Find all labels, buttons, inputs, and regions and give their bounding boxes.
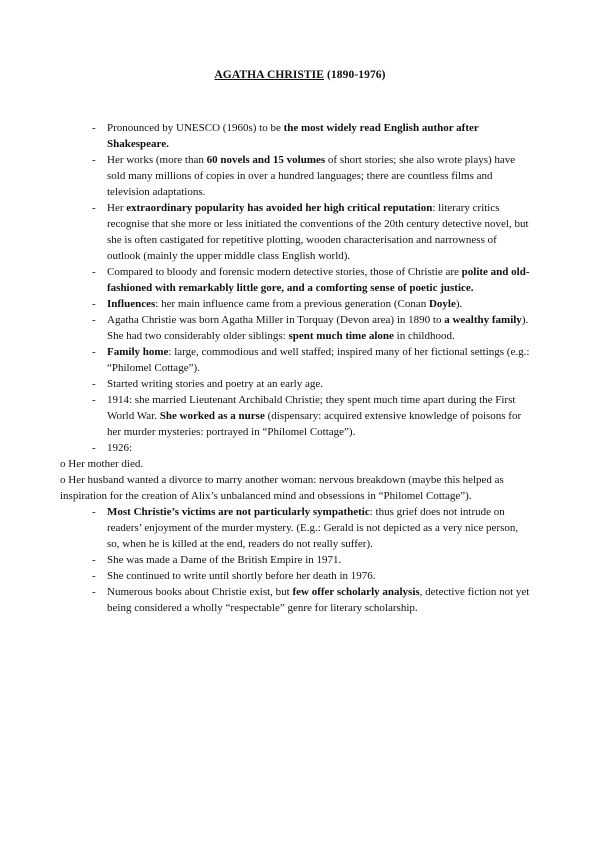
list-item xyxy=(0,152,600,200)
bullet-dash: - xyxy=(92,314,96,326)
bullet-dash: - xyxy=(92,266,96,278)
item-bold: spent much time alone xyxy=(288,330,394,342)
item-bold: Doyle xyxy=(428,298,456,310)
list-item xyxy=(0,392,600,440)
list-item xyxy=(0,552,600,568)
sub-item: o Her husband wanted a divorce to marry another woman: nervous breakdown (maybe this helped as inspiration for the creation of Alix’s unbalanced mind and obsessions in “Philomel Cottage”). xyxy=(60,474,504,502)
item-bold: few offer scholarly analysis xyxy=(292,586,420,598)
list-item xyxy=(0,264,600,296)
bullet-dash: - xyxy=(92,298,96,310)
list-item xyxy=(0,296,600,312)
list-item xyxy=(0,344,600,376)
item-text: Her xyxy=(107,202,127,214)
item-bold: extraordinary popularity has avoided her high critical reputation xyxy=(126,202,433,214)
bullet-dash: - xyxy=(92,554,96,566)
item-text: 1926: xyxy=(107,442,133,454)
item-text: : large, commodious and well staffed; inspired many of her fictional settings (e.g.: “Philomel Cottage”). xyxy=(107,346,530,374)
item-bold: Most Christie’s victims are not particularly sympathetic xyxy=(107,506,370,518)
item-text: (dispensary: acquired extensive knowledge of poisons for her murder mysteries: portrayed in “Philomel Cottage”). xyxy=(107,410,522,438)
list-item xyxy=(0,584,600,616)
item-text: Agatha Christie was born Agatha Miller in Torquay (Devon area) in 1890 to xyxy=(107,314,445,326)
bullet-list xyxy=(0,120,600,616)
item-text: , detective fiction not yet being considered a wholly “respectable” genre for literary scholarship. xyxy=(107,586,530,614)
document-title xyxy=(0,69,600,81)
item-text: She was made a Dame of the British Empire in 1971. xyxy=(107,554,342,566)
item-text: : her main influence came from a previous generation (Conan xyxy=(155,298,429,310)
title-name: AGATHA CHRISTIE xyxy=(214,69,325,81)
bullet-dash: - xyxy=(92,378,96,390)
bullet-dash: - xyxy=(92,394,96,406)
list-item xyxy=(0,200,600,264)
item-text: : thus grief does not intrude on readers’ enjoyment of the murder mystery. (E.g.: Gerald is not depicted as a very nice person, so, when he is killed at the end, readers do not really suffer). xyxy=(107,506,519,550)
list-item xyxy=(0,312,600,344)
item-text: Pronounced by UNESCO (1960s) to be xyxy=(107,122,284,134)
list-item xyxy=(0,120,600,152)
bullet-dash: - xyxy=(92,154,96,166)
item-text: Compared to bloody and forensic modern detective stories, those of Christie are xyxy=(107,266,462,278)
bullet-dash: - xyxy=(92,346,96,358)
item-bold: a wealthy family xyxy=(444,314,522,326)
bullet-dash: - xyxy=(92,202,96,214)
item-text: ). xyxy=(455,298,463,310)
item-text: She continued to write until shortly before her death in 1976. xyxy=(107,570,376,582)
item-bold: 60 novels and 15 volumes xyxy=(206,154,326,166)
list-item xyxy=(0,376,600,392)
item-text: Her works (more than xyxy=(107,154,207,166)
item-text: ). She had two considerably older siblings: xyxy=(107,314,529,342)
item-text: : literary critics recognise that she more or less initiated the conventions of the 20th century detective novel, but she is often castigated for repetitive plotting, wooden characterisation and narrowness of outlook (mainly the upper middle class English world). xyxy=(107,202,529,262)
item-bold: Family home xyxy=(107,346,169,358)
bullet-dash: - xyxy=(92,506,96,518)
item-bold: She worked as a nurse xyxy=(159,410,265,422)
title-years: (1890-1976) xyxy=(324,69,386,81)
list-item xyxy=(0,568,600,584)
bullet-dash: - xyxy=(92,586,96,598)
list-item xyxy=(0,504,600,552)
item-bold: Influences xyxy=(107,298,156,310)
list-item xyxy=(0,440,600,456)
item-text: Numerous books about Christie exist, but xyxy=(107,586,293,598)
bullet-dash: - xyxy=(92,570,96,582)
item-text: 1914: she married Lieutenant Archibald Christie; they spent much time apart during the First World War. xyxy=(107,394,516,422)
item-bold: polite and old-fashioned with remarkably little gore, and a comforting sense of poetic justice. xyxy=(107,266,530,294)
bullet-dash: - xyxy=(92,442,96,454)
item-text: in childhood. xyxy=(393,330,455,342)
sub-item: o Her mother died. xyxy=(60,458,144,470)
bullet-dash: - xyxy=(92,122,96,134)
item-text: of short stories; she also wrote plays) have sold many millions of copies in over a hundred languages; there are countless films and television adaptations. xyxy=(107,154,516,198)
item-bold: the most widely read English author after Shakespeare. xyxy=(107,122,479,150)
item-text: Started writing stories and poetry at an early age. xyxy=(107,378,323,390)
